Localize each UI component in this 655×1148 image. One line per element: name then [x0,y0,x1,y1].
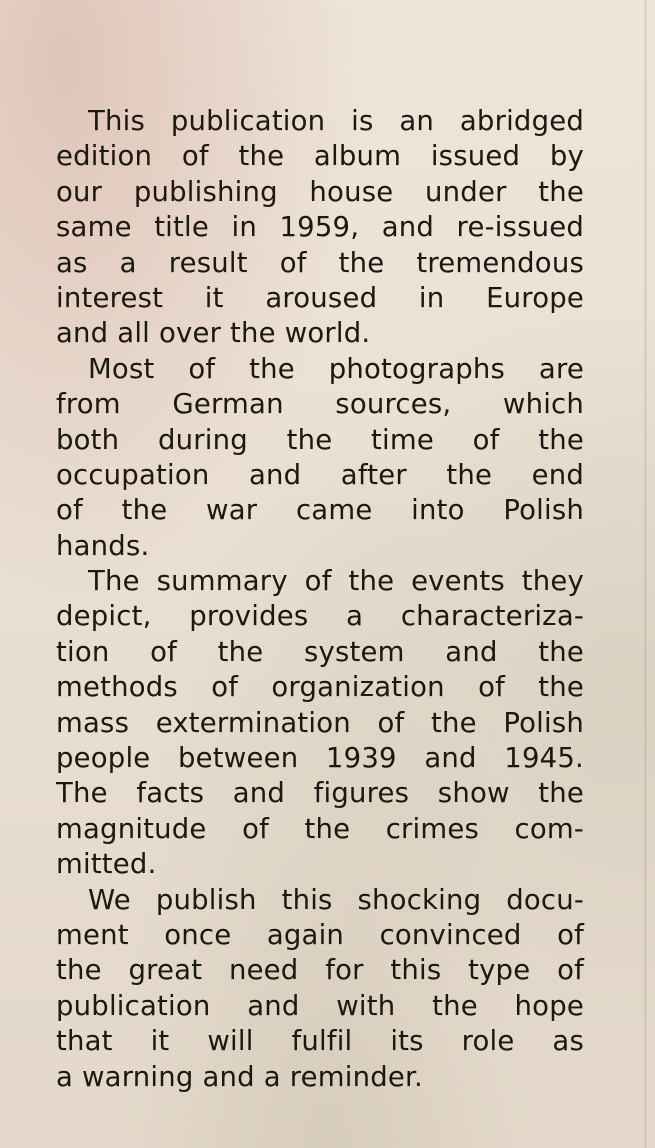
text-line: that it will fulfil its role as [56,1025,584,1058]
text-line: from German sources, which [56,388,584,421]
text-line: interest it aroused in Europe [56,281,584,314]
text-line: methods of organization of the [56,671,584,704]
text-line: mass extermination of the Polish [56,706,584,739]
text-line: magnitude of the crimes com- [56,812,584,845]
text-line: We publish this shocking docu- [88,883,584,916]
text-line: as a result of the tremendous [56,246,584,279]
text-line: occupation and after the end [56,458,584,491]
text-line: people between 1939 and 1945. [56,742,584,775]
text-line: both during the time of the [56,423,584,456]
text-line: hands. [56,529,150,562]
text-line: ment once again convinced of [56,918,584,951]
text-line: a warning and a reminder. [56,1060,423,1093]
text-line: The summary of the events they [88,565,584,598]
text-line: depict, provides a characteriza- [56,600,584,633]
text-line: This publication is an abridged [88,105,584,137]
text-line: The facts and figures show the [56,777,584,810]
text-line: and all over the world. [56,317,371,350]
text-line: mitted. [56,848,157,881]
paper-fold [644,0,647,1148]
text-line: same title in 1959, and re-issued [56,211,584,244]
body-text [56,104,584,1095]
text-line: publication and with the hope [56,989,584,1022]
text-line: of the war came into Polish [56,494,584,527]
text-line: our publishing house under the [56,175,584,208]
text-line: tion of the system and the [56,635,584,668]
text-line: edition of the album issued by [56,140,584,173]
text-line: the great need for this type of [56,954,584,987]
text-line: Most of the photographs are [88,352,584,385]
